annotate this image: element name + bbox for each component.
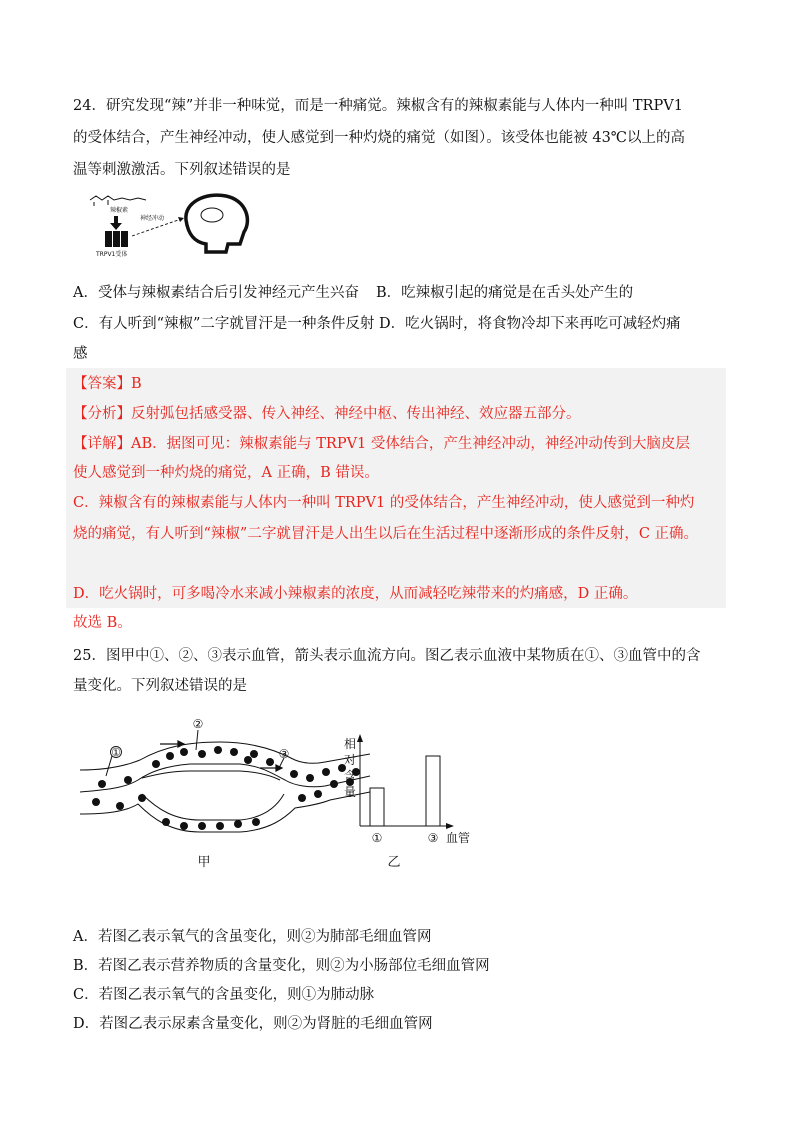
receptor-right-shape	[121, 231, 128, 247]
q24-stem-line-1: 24．研究发现“辣”并非一种味觉，而是一种痛觉。辣椒含有的辣椒素能与人体内一种叫 TRPV1	[73, 98, 683, 114]
bar-vessel-3	[426, 756, 440, 826]
figure-jia	[80, 717, 370, 870]
leader-line-1	[106, 756, 112, 776]
q25-stem-line-1: 25．图甲中①、②、③表示血管，箭头表示血流方向。图乙表示血液中某物质在①、③血管中的含	[73, 648, 701, 664]
detail-line-1: 【详解】AB．据图可见：辣椒素能与 TRPV1 受体结合，产生神经冲动，神经冲动传到大脑皮层	[73, 436, 690, 452]
x-axis-label: 血管	[446, 831, 471, 845]
detail-line-2: 使人感觉到一种灼烧的痛觉，A 正确，B 错误。	[73, 465, 379, 481]
capsaicin-label: 辣椒素	[110, 207, 129, 214]
detail-line-4: 烧的痛觉，有人听到“辣椒”二字就冒汗是人出生以后在生活过程中逐渐形成的条件反射，C 正确。	[73, 526, 699, 542]
answer-line: 【答案】B	[73, 376, 142, 392]
q24-option-b: B．吃辣椒引起的痛觉是在舌头处产生的	[376, 285, 634, 301]
down-arrow-icon	[110, 216, 122, 230]
analysis-line: 【分析】反射弧包括感受器、传入神经、神经中枢、传出神经、效应器五部分。	[73, 406, 581, 422]
nerve-impulse-label: 神经冲动	[140, 215, 165, 222]
receptor-left-shape	[105, 231, 112, 247]
q24-option-a: A．受体与辣椒素结合后引发神经元产生兴奋	[73, 285, 359, 301]
vessel-label-1: ①	[111, 746, 121, 759]
ylabel-char-1: 相	[344, 737, 357, 751]
q25-option-c: C．若图乙表示氧气的含虽变化，则①为肺动脉	[73, 987, 375, 1003]
capsaicin-pain-figure	[88, 190, 258, 262]
q25-stem-line-2: 量变化。下列叙述错误的是	[73, 678, 247, 694]
ylabel-char-4: 量	[344, 785, 357, 799]
detail-line-5: D．吃火锅时，可多喝冷水来减小辣椒素的浓度，从而减轻吃辣带来的灼痛感，D 正确。	[73, 586, 638, 602]
loop-inner-upper	[142, 771, 280, 780]
vessel-label-2: ②	[192, 717, 204, 731]
figure-jia-caption: 甲	[197, 855, 211, 870]
ylabel-char-3: 含	[344, 769, 357, 783]
q24-stem-line-2: 的受体结合，产生神经冲动，使人感觉到一种灼烧的痛觉（如图）。该受体也能被 43℃以上的高	[73, 130, 686, 146]
figure-yi-caption: 乙	[387, 855, 401, 870]
detail-line-3: C．辣椒含有的辣椒素能与人体内一种叫 TRPV1 的受体结合，产生神经冲动，使人感觉到一种灼	[73, 495, 695, 511]
y-axis-arrow-icon	[357, 734, 363, 742]
vessel-label-3: ③	[278, 747, 290, 761]
q24-option-d-continued: 感	[73, 346, 88, 362]
blood-vessel-figure	[80, 714, 520, 874]
x-axis-arrow-icon	[446, 823, 454, 829]
q25-option-b: B．若图乙表示营养物质的含量变化，则②为小肠部位毛细血管网	[73, 958, 490, 974]
receptor-label: TRPV1受体	[96, 251, 128, 258]
q25-option-a: A．若图乙表示氧气的含虽变化，则②为肺部毛细血管网	[73, 929, 432, 945]
receptor-mid-shape	[113, 231, 120, 247]
brain-icon	[201, 208, 223, 222]
x-tick-3: ③	[427, 831, 439, 845]
x-tick-1: ①	[371, 831, 383, 845]
bar-vessel-1	[370, 788, 384, 826]
loop-inner-lower	[142, 794, 284, 820]
blood-cells	[92, 746, 360, 830]
q25-option-d: D．若图乙表示尿素含量变化，则②为肾脏的毛细血管网	[73, 1016, 433, 1032]
figure-yi-chart	[344, 734, 470, 870]
arrowhead-icon	[178, 217, 184, 222]
q24-stem-line-3: 温等刺激激活。下列叙述错误的是	[73, 162, 291, 178]
vessel-bottom-outline	[80, 792, 370, 832]
flow-arrows	[160, 741, 282, 771]
head-icon	[186, 195, 248, 252]
q24-option-c-d: C．有人听到“辣椒”二字就冒汗是一种条件反射 D．吃火锅时，将食物冷却下来再吃可减轻灼痛	[73, 316, 681, 332]
leader-line-2	[196, 730, 198, 750]
vessel-upper-outline	[80, 742, 370, 770]
detail-line-6: 故选 B。	[73, 615, 132, 631]
ylabel-char-2: 对	[344, 753, 357, 767]
